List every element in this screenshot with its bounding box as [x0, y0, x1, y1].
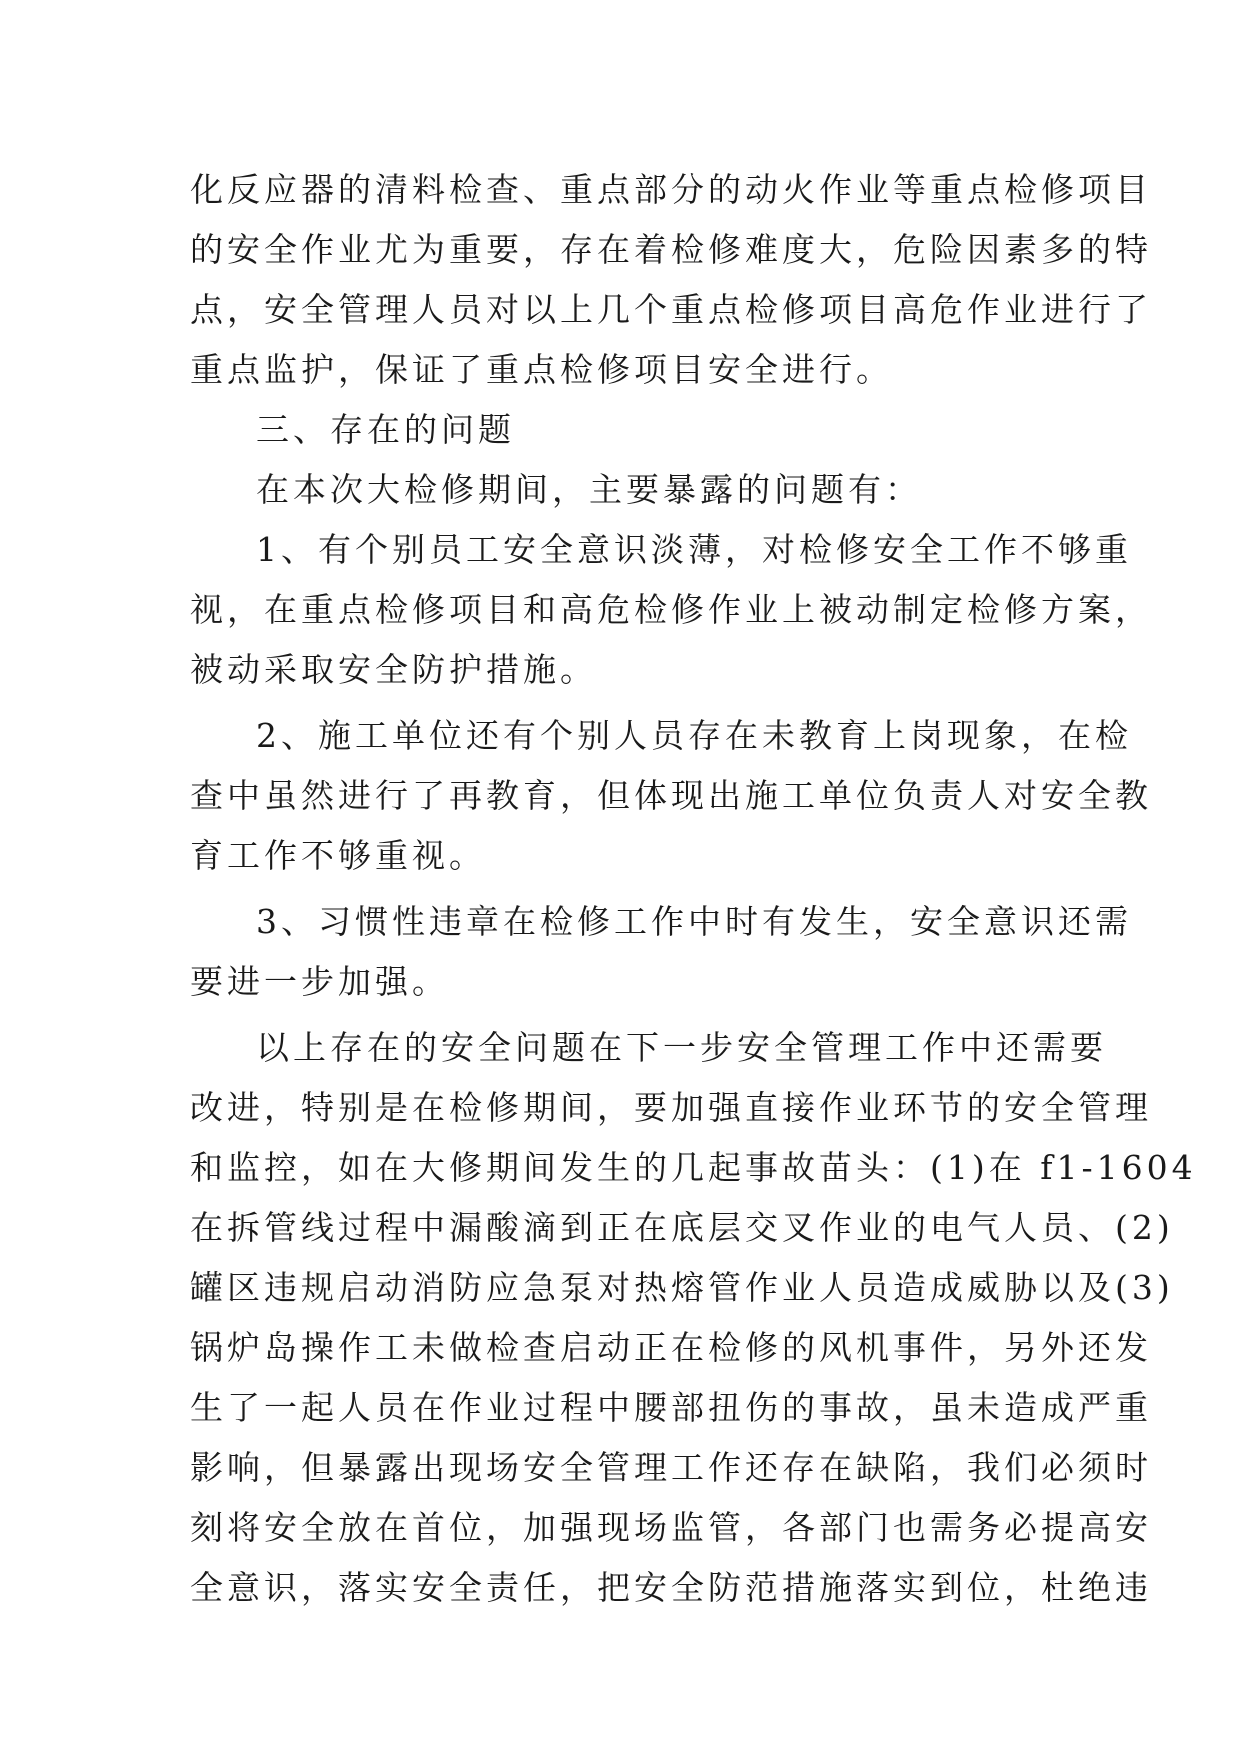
text-line: 影响，但暴露出现场安全管理工作还存在缺陷，我们必须时	[190, 1448, 1152, 1487]
text-line: 刻将安全放在首位，加强现场监管，各部门也需务必提高安	[190, 1508, 1152, 1547]
text-line: 被动采取安全防护措施。	[190, 650, 597, 689]
text-line: 改进，特别是在检修期间，要加强直接作业环节的安全管理	[190, 1088, 1152, 1127]
text-line: 在拆管线过程中漏酸滴到正在底层交叉作业的电气人员、(2)	[190, 1208, 1174, 1247]
section-heading: 三、存在的问题	[256, 410, 515, 449]
text-line: 点，安全管理人员对以上几个重点检修项目高危作业进行了	[190, 290, 1152, 329]
text-line: 视，在重点检修项目和高危检修作业上被动制定检修方案，	[190, 590, 1152, 629]
text-line: 2、施工单位还有个别人员存在未教育上岗现象，在检	[256, 716, 1132, 755]
text-line: 锅炉岛操作工未做检查启动正在检修的风机事件，另外还发	[190, 1328, 1152, 1367]
text-line: 的安全作业尤为重要，存在着检修难度大，危险因素多的特	[190, 230, 1152, 269]
text-line: 1、有个别员工安全意识淡薄，对检修安全工作不够重	[256, 530, 1132, 569]
text-line: 3、习惯性违章在检修工作中时有发生，安全意识还需	[256, 902, 1132, 941]
text-line: 和监控，如在大修期间发生的几起事故苗头：(1)在 f1-1604	[190, 1148, 1197, 1187]
text-line: 在本次大检修期间，主要暴露的问题有：	[256, 470, 922, 509]
text-line: 要进一步加强。	[190, 962, 449, 1001]
text-line: 全意识，落实安全责任，把安全防范措施落实到位，杜绝违	[190, 1568, 1152, 1607]
text-line: 生了一起人员在作业过程中腰部扭伤的事故，虽未造成严重	[190, 1388, 1152, 1427]
text-line: 化反应器的清料检查、重点部分的动火作业等重点检修项目	[190, 170, 1152, 209]
text-line: 重点监护，保证了重点检修项目安全进行。	[190, 350, 893, 389]
text-line: 罐区违规启动消防应急泵对热熔管作业人员造成威胁以及(3)	[190, 1268, 1174, 1307]
document-body	[190, 160, 1197, 1618]
text-line: 育工作不够重视。	[190, 836, 486, 875]
text-line: 查中虽然进行了再教育，但体现出施工单位负责人对安全教	[190, 776, 1152, 815]
text-line: 以上存在的安全问题在下一步安全管理工作中还需要	[256, 1028, 1107, 1067]
